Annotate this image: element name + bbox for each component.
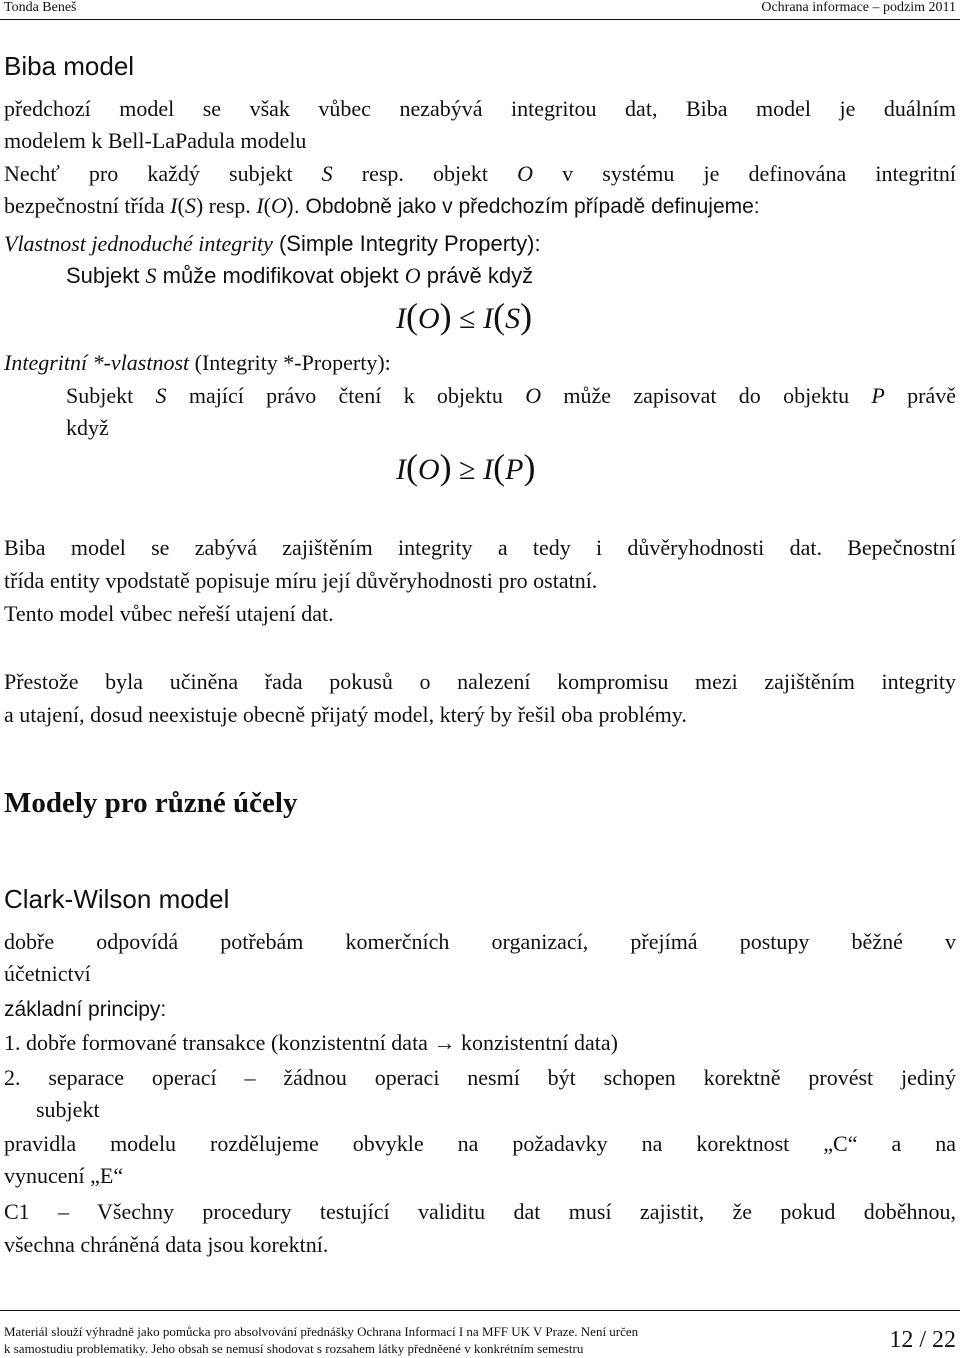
term: Vlastnost jednoduché integrity <box>4 231 273 256</box>
simple-property <box>4 228 956 259</box>
var-O: O <box>270 193 287 218</box>
fn-I: I <box>396 302 406 335</box>
text: ) resp. <box>195 193 257 218</box>
clark-line-10: všechna chráněná data jsou korektní. <box>4 1232 329 1257</box>
op-leq: ≤ <box>459 302 476 335</box>
biba-para-1: předchozí model se však vůbec nezabývá integritou dat, Biba model je duálním <box>4 96 956 121</box>
biba-para-1b: modelem k Bell-LaPadula modelu <box>4 128 307 153</box>
var-I: I <box>256 193 264 218</box>
var-S: S <box>155 383 167 408</box>
var-I: I <box>170 193 178 218</box>
text: (Integrity *-Property): <box>189 350 391 375</box>
var-O: O <box>404 263 421 288</box>
text: Subjekt <box>66 383 156 408</box>
footer-rule <box>0 1310 960 1311</box>
page-number: 12 / 22 <box>889 1327 956 1353</box>
text: může modifikovat objekt <box>156 263 405 288</box>
text: resp. objekt <box>332 161 518 186</box>
var-O: O <box>418 302 440 335</box>
term: Integritní *-vlastnost <box>4 350 190 375</box>
clark-line-7: pravidla modelu rozdělujeme obvykle na požadavky na korektnost „C“ a na <box>4 1131 956 1156</box>
var-S: S <box>505 302 521 335</box>
simple-rule <box>66 260 956 291</box>
var-O: O <box>517 161 534 186</box>
text: mající právo čtení k objektu <box>166 383 526 408</box>
formula-simple-integrity: I(O) ≤ I(S) <box>396 296 533 336</box>
text: Subjekt <box>66 263 146 288</box>
clark-line-3: základní principy: <box>4 998 167 1021</box>
fn-I: I <box>483 302 494 335</box>
biba-summary-3: Tento model vůbec neřeší utajení dat. <box>4 601 334 626</box>
clark-line-8: vynucení „E“ <box>4 1163 124 1188</box>
star-rule-cont: když <box>66 415 109 440</box>
header-author: Tonda Beneš <box>4 0 77 15</box>
text: konzistentní data) <box>455 1030 618 1055</box>
text: ). Obdobně jako v předchozím případě definujeme: <box>286 195 760 218</box>
clark-wilson-title: Clark-Wilson model <box>4 884 230 914</box>
var-S: S <box>321 161 333 186</box>
var-P: P <box>871 383 885 408</box>
biba-para-3: bezpečnostní třída I(S) resp. I(O). Obdobně jako v předchozím případě definujeme: <box>4 193 760 218</box>
biba-title: Biba model <box>4 51 135 81</box>
star-property <box>4 347 956 378</box>
biba-attempts-1: Přestože byla učiněna řada pokusů o nalezení kompromisu mezi zajištěním integrity <box>4 669 956 694</box>
var-S: S <box>145 263 157 288</box>
formula-star-integrity: I(O) ≥ I(P) <box>396 447 536 487</box>
star-rule <box>66 380 956 411</box>
clark-line-1: dobře odpovídá potřebám komerčních organizací, přejímá postupy běžné v <box>4 929 956 954</box>
var-O: O <box>525 383 542 408</box>
text: může zapisovat do objektu <box>541 383 872 408</box>
header-course: Ochrana informace – podzim 2011 <box>761 0 956 15</box>
footer-line-1: Materiál slouží výhradně jako pomůcka pro absolvování přednášky Ochrana Informací I na MFF UK V Praze. Není určen <box>4 1324 639 1339</box>
fn-I: I <box>483 453 494 486</box>
text: právě <box>884 383 957 408</box>
header-rule <box>0 19 960 20</box>
clark-line-4 <box>4 1027 956 1058</box>
biba-attempts-2: a utajení, dosud neexistuje obecně přijatý model, který by řešil oba problémy. <box>4 702 687 727</box>
arrow-right-icon: → <box>433 1030 456 1055</box>
clark-line-5: 2. separace operací – žádnou operaci nesmí být schopen korektně provést jediný <box>4 1065 956 1090</box>
var-O: O <box>418 453 440 486</box>
clark-line-2: účetnictví <box>4 961 91 986</box>
text: právě když <box>420 263 534 288</box>
footer-line-2: k samostudiu problematiky. Jeho obsah se nemusí shodovat s rozsahem látky předněené v konkrétním semestru <box>4 1341 584 1356</box>
biba-summary-1: Biba model se zabývá zajištěním integrity a tedy i důvěryhodnosti dat. Bepečnostní <box>4 535 956 560</box>
fn-I: I <box>396 453 406 486</box>
clark-line-9: C1 – Všechny procedury testující validitu dat musí zajistit, že pokud doběhnou, <box>4 1199 956 1224</box>
clark-line-6: subjekt <box>36 1097 100 1122</box>
text: bezpečnostní třída <box>4 193 171 218</box>
text: Nechť pro každý subjekt <box>4 161 322 186</box>
op-geq: ≥ <box>459 453 476 486</box>
section-heading-models: Modely pro různé účely <box>4 787 298 819</box>
biba-para-2 <box>4 158 956 189</box>
var-P: P <box>505 453 524 486</box>
text: 1. dobře formované transakce (konzistentní data <box>4 1030 434 1055</box>
text: (Simple Integrity Property): <box>272 231 541 256</box>
biba-summary-2: třída entity vpodstatě popisuje míru její důvěryhodnosti pro ostatní. <box>4 568 598 593</box>
text: v systému je definována integritní <box>533 161 956 186</box>
var-S: S <box>184 193 196 218</box>
